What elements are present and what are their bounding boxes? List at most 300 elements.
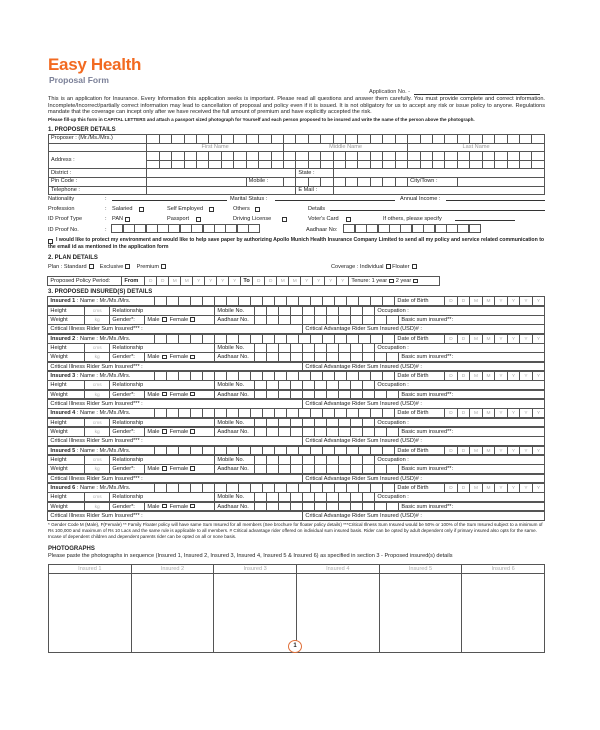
address-cell[interactable] [408,152,420,161]
basic-sum-field[interactable]: Basic sum insured**: [398,352,545,362]
address-cell[interactable] [383,160,395,169]
ca-rider-field[interactable]: Critical Advantage Rider Sum Insured (USD)# : [302,399,545,409]
female-label: Female [169,317,189,323]
from-date-cell[interactable]: D [156,276,169,286]
height-label: Height [47,380,85,390]
height-field[interactable]: cms [84,418,110,428]
telephone-field[interactable] [147,186,296,195]
ci-rider-field[interactable]: Critical Illness Rider Sum Insured*** : [47,362,303,372]
address-cell[interactable] [147,160,159,169]
plan-standard-checkbox[interactable] [89,264,94,269]
gender-label: Gender*: [109,464,145,474]
aadhaar-cell[interactable] [400,224,412,233]
mobile-cell[interactable] [358,177,370,186]
proposer-name-cell[interactable] [172,135,184,144]
address-cell[interactable] [532,152,545,161]
address-cell[interactable] [519,152,531,161]
relationship-field[interactable]: Relationship [109,492,215,502]
aadhaar-cell[interactable] [423,224,435,233]
dob-cell[interactable]: Y [532,296,545,306]
pan-checkbox[interactable] [125,217,130,222]
address-cell[interactable] [445,160,457,169]
mobile-cell[interactable] [283,177,295,186]
dob-cell[interactable]: Y [532,371,545,381]
address-cell[interactable] [346,160,358,169]
occupation-field[interactable]: Occupation : [374,343,545,353]
dob-cell[interactable]: D [444,408,457,418]
address-cell[interactable] [172,152,184,161]
dob-cell[interactable]: M [469,334,482,344]
address-cell[interactable] [445,152,457,161]
basic-sum-field[interactable]: Basic sum insured**: [398,464,545,474]
dob-cell[interactable]: Y [494,296,507,306]
basic-sum-field[interactable]: Basic sum insured**: [398,315,545,325]
dob-cell[interactable]: D [457,371,470,381]
from-date-cell[interactable]: M [180,276,193,286]
address-cell[interactable] [259,160,271,169]
dob-cell[interactable]: D [444,446,457,456]
basic-sum-field[interactable]: Basic sum insured**: [398,502,545,512]
address-cell[interactable] [408,160,420,169]
dob-cell[interactable]: Y [507,296,520,306]
address-cell[interactable] [259,152,271,161]
others-checkbox[interactable] [255,207,260,212]
proposer-name-cell[interactable] [519,135,531,144]
to-date-cell[interactable]: M [288,276,301,286]
photo-slot[interactable] [296,574,379,653]
aadhaar-cell[interactable] [435,224,447,233]
male-checkbox[interactable] [162,504,167,509]
photo-slot[interactable] [214,574,297,653]
dob-cell[interactable]: Y [519,371,532,381]
address-cell[interactable] [333,160,345,169]
basic-sum-field[interactable]: Basic sum insured**: [398,390,545,400]
id-proof-no-cell[interactable] [214,224,226,233]
aadhaar-cell[interactable] [446,224,458,233]
female-label: Female [169,503,189,510]
dob-cell[interactable]: Y [519,446,532,456]
female-checkbox[interactable] [190,429,195,434]
id-proof-no-cell[interactable] [203,224,215,233]
dob-cell[interactable]: M [469,371,482,381]
address-cell[interactable] [358,152,370,161]
dob-cell[interactable]: M [482,408,495,418]
male-checkbox[interactable] [162,317,167,322]
address-cell[interactable] [519,160,531,169]
to-date-cell[interactable]: D [264,276,277,286]
salaried-checkbox[interactable] [139,207,144,212]
id-proof-no-cell[interactable] [248,224,260,233]
address-cell[interactable] [246,152,258,161]
weight-field[interactable]: kg [84,427,110,437]
proposer-name-cell[interactable] [283,135,295,144]
address-cell[interactable] [308,160,320,169]
address-cell[interactable] [147,152,159,161]
photo-slot[interactable] [379,574,462,653]
address-cell[interactable] [271,152,283,161]
from-date-cell[interactable]: Y [204,276,217,286]
proposer-name-cell[interactable] [395,135,407,144]
id-proof-no-cell[interactable] [123,224,135,233]
address-cell[interactable] [370,152,382,161]
id-proof-no-cell[interactable] [168,224,180,233]
dob-cell[interactable]: Y [494,371,507,381]
from-date-cell[interactable]: Y [192,276,205,286]
voters-card-checkbox[interactable] [346,217,351,222]
state-field[interactable] [333,169,544,178]
female-label: Female [169,466,189,473]
self-employed-checkbox[interactable] [209,207,214,212]
dob-cell[interactable]: Y [494,446,507,456]
address-cell[interactable] [495,160,507,169]
dob-cell[interactable]: Y [532,408,545,418]
aadhaar-cell[interactable] [457,224,469,233]
proposer-name-cell[interactable] [433,135,445,144]
address-cell[interactable] [420,152,432,161]
address-cell[interactable] [308,152,320,161]
address-cell[interactable] [470,152,482,161]
proposer-name-cell[interactable] [234,135,246,144]
address-cell[interactable] [246,160,258,169]
ca-rider-field[interactable]: Critical Advantage Rider Sum Insured (USD)# : [302,511,545,521]
dob-cell[interactable]: Y [507,483,520,493]
male-checkbox[interactable] [162,392,167,397]
aadhaar-cell[interactable] [412,224,424,233]
weight-field[interactable]: kg [84,352,110,362]
to-date-cell[interactable]: Y [300,276,313,286]
mobile-cell[interactable] [370,177,382,186]
ci-rider-field[interactable]: Critical Illness Rider Sum Insured*** : [47,511,303,521]
occupation-field[interactable]: Occupation : [374,380,545,390]
address-cell[interactable] [159,152,171,161]
dob-cell[interactable]: M [482,483,495,493]
dob-cell[interactable]: Y [507,371,520,381]
occupation-field[interactable]: Occupation : [374,306,545,316]
proposer-name-cell[interactable] [420,135,432,144]
proposer-name-cell[interactable] [246,135,258,144]
female-checkbox[interactable] [190,466,195,471]
driving-license-checkbox[interactable] [282,217,287,222]
to-date-cell[interactable]: Y [336,276,349,286]
dob-cell[interactable]: M [469,483,482,493]
dob-cell[interactable]: Y [494,483,507,493]
weight-field[interactable]: kg [84,390,110,400]
to-date-cell[interactable]: Y [312,276,325,286]
address-cell[interactable] [383,152,395,161]
id-proof-no-cell[interactable] [157,224,169,233]
ci-rider-field[interactable]: Critical Illness Rider Sum Insured*** : [47,399,303,409]
weight-label: Weight [47,390,85,400]
specify-field[interactable] [455,215,515,221]
ci-rider-field[interactable]: Critical Illness Rider Sum Insured*** : [47,436,303,446]
dob-cell[interactable]: D [457,296,470,306]
id-proof-no-cell[interactable] [191,224,203,233]
mobile-cell[interactable] [395,177,407,186]
proposer-name-cell[interactable] [333,135,345,144]
photo-slot[interactable] [49,574,132,653]
id-proof-no-cell[interactable] [225,224,237,233]
address-cell[interactable] [296,152,308,161]
address-cell[interactable] [457,152,469,161]
weight-field[interactable]: kg [84,315,110,325]
aadhaar-cell[interactable] [366,224,378,233]
plan-exclusive-checkbox[interactable] [125,264,130,269]
proposer-name-cell[interactable] [259,135,271,144]
address-cell[interactable] [395,160,407,169]
ca-rider-field[interactable]: Critical Advantage Rider Sum Insured (USD)# : [302,474,545,484]
email-label: E Mail : [296,186,333,195]
height-field[interactable]: cms [84,306,110,316]
dob-cell[interactable]: D [457,446,470,456]
female-checkbox[interactable] [190,504,195,509]
mobile-cell[interactable] [308,177,320,186]
aadhaar-cell[interactable] [469,224,481,233]
aadhaar-label: Aadhaar No. [214,352,255,362]
dob-cell[interactable]: Y [494,334,507,344]
dob-cell[interactable]: D [444,371,457,381]
address-cell[interactable] [271,160,283,169]
ci-rider-field[interactable]: Critical Illness Rider Sum Insured*** : [47,324,303,334]
dob-cell[interactable]: D [444,334,457,344]
gender-label: Gender*: [109,315,145,325]
dob-cell[interactable]: M [482,296,495,306]
dob-cell[interactable]: Y [532,446,545,456]
address-cell[interactable] [433,152,445,161]
dob-cell[interactable]: M [469,446,482,456]
dob-cell[interactable]: M [482,371,495,381]
address-cell[interactable] [507,152,519,161]
address-cell[interactable] [482,152,494,161]
id-proof-no-cell[interactable] [146,224,158,233]
proposer-name-cell[interactable] [370,135,382,144]
address-cell[interactable] [196,160,208,169]
address-cell[interactable] [159,160,171,169]
proposer-name-cell[interactable] [507,135,519,144]
plan-exclusive-label: Exclusive [99,264,124,270]
dob-cell[interactable]: D [444,483,457,493]
proposer-name-cell[interactable] [358,135,370,144]
address-cell[interactable] [172,160,184,169]
from-date-cell[interactable]: Y [216,276,229,286]
male-label: Male [147,317,160,323]
proposer-name-cell[interactable] [209,135,221,144]
colon: : [105,227,107,233]
dob-cell[interactable]: D [444,296,457,306]
mobile-cell[interactable] [333,177,345,186]
mobile-cell[interactable] [296,177,308,186]
proposer-name-cell[interactable] [383,135,395,144]
address-cell[interactable] [184,152,196,161]
table-row [49,135,545,144]
passport-checkbox[interactable] [196,217,201,222]
female-checkbox[interactable] [190,355,195,360]
proposer-name-cell[interactable] [321,135,333,144]
dob-cell[interactable]: Y [532,334,545,344]
dob-cell[interactable]: M [469,408,482,418]
relationship-field[interactable]: Relationship [109,418,215,428]
occupation-field[interactable]: Occupation : [374,418,545,428]
dob-cell[interactable]: M [469,296,482,306]
dob-cell[interactable]: M [482,334,495,344]
address-cell[interactable] [196,152,208,161]
proposer-name-cell[interactable] [196,135,208,144]
insured-title: Insured 3 [50,373,76,379]
dob-cell[interactable]: Y [519,334,532,344]
proposer-name-cell[interactable] [470,135,482,144]
from-date-cell[interactable]: D [144,276,157,286]
height-field[interactable]: cms [84,380,110,390]
photo-slot[interactable] [131,574,214,653]
annual-income-field[interactable] [446,195,545,201]
dob-cell[interactable]: Y [519,296,532,306]
mobile-label: Mobile No. [214,343,255,353]
address-cell[interactable] [532,160,545,169]
brand-title: Easy Health [48,55,142,74]
tenure-2-checkbox[interactable] [413,279,418,284]
proposer-name-cell[interactable] [408,135,420,144]
relationship-field[interactable]: Relationship [109,380,215,390]
dob-cell[interactable]: Y [507,408,520,418]
details-field[interactable] [330,205,545,211]
to-date-cell[interactable]: Y [324,276,337,286]
male-checkbox[interactable] [162,466,167,471]
address-cell[interactable] [495,152,507,161]
dob-cell[interactable]: Y [532,483,545,493]
dob-cell[interactable]: M [482,446,495,456]
address-cell[interactable] [333,152,345,161]
id-proof-no-cell[interactable] [111,224,123,233]
address-cell[interactable] [395,152,407,161]
address-cell[interactable] [321,152,333,161]
aadhaar-cell[interactable] [389,224,401,233]
from-date-cell[interactable]: Y [228,276,241,286]
weight-field[interactable]: kg [84,502,110,512]
proposer-name-cell[interactable] [308,135,320,144]
relationship-field[interactable]: Relationship [109,343,215,353]
marital-status-field[interactable] [275,195,395,201]
address-cell[interactable] [470,160,482,169]
address-cell[interactable] [296,160,308,169]
ca-rider-field[interactable]: Critical Advantage Rider Sum Insured (USD)# : [302,362,545,372]
address-cell[interactable] [321,160,333,169]
address-cell[interactable] [283,152,295,161]
photo-slot[interactable] [462,574,545,653]
proposer-name-cell[interactable] [346,135,358,144]
colon: : [105,206,107,212]
proposer-name-cell[interactable] [482,135,494,144]
basic-sum-field[interactable]: Basic sum insured**: [398,427,545,437]
city-field[interactable] [457,177,544,186]
ca-rider-field[interactable]: Critical Advantage Rider Sum Insured (USD)# : [302,324,545,334]
aadhaar-cell[interactable] [355,224,367,233]
address-cell[interactable] [221,160,233,169]
dob-cell[interactable]: Y [519,483,532,493]
dob-cell[interactable]: Y [519,408,532,418]
dob-cell[interactable]: D [457,483,470,493]
aadhaar-cell[interactable] [378,224,390,233]
proposer-name-cell[interactable] [184,135,196,144]
proposer-name-cell[interactable] [457,135,469,144]
relationship-field[interactable]: Relationship [109,306,215,316]
ci-rider-field[interactable]: Critical Illness Rider Sum Insured*** : [47,474,303,484]
address-cell[interactable] [346,152,358,161]
mobile-cell[interactable] [346,177,358,186]
aadhaar-cell[interactable] [343,224,355,233]
id-proof-no-cell[interactable] [180,224,192,233]
pin-field[interactable] [147,177,246,186]
mobile-cell[interactable] [321,177,333,186]
to-date-cell[interactable]: D [252,276,265,286]
dob-cell[interactable]: Y [494,408,507,418]
tenure-1-checkbox[interactable] [389,279,394,284]
height-field[interactable]: cms [84,455,110,465]
female-checkbox[interactable] [190,317,195,322]
address-cell[interactable] [420,160,432,169]
application-no-field[interactable] [414,89,540,95]
address-cell[interactable] [283,160,295,169]
female-checkbox[interactable] [190,392,195,397]
email-field[interactable] [333,186,544,195]
occupation-field[interactable]: Occupation : [374,492,545,502]
ca-rider-field[interactable]: Critical Advantage Rider Sum Insured (USD)# : [302,436,545,446]
address-cell[interactable] [358,160,370,169]
proposer-name-cell[interactable] [495,135,507,144]
mobile-cell[interactable] [383,177,395,186]
to-date-cell[interactable]: M [276,276,289,286]
proposer-name-cell[interactable] [532,135,545,144]
proposer-name-cell[interactable] [159,135,171,144]
proposer-name-cell[interactable] [445,135,457,144]
proposer-name-cell[interactable] [271,135,283,144]
address-cell[interactable] [457,160,469,169]
mobile-label: Mobile No. [214,380,255,390]
proposer-name-cell[interactable] [147,135,159,144]
dob-cell[interactable]: Y [507,334,520,344]
male-checkbox[interactable] [162,429,167,434]
coverage-floater-checkbox[interactable] [412,264,417,269]
plan-premium-checkbox[interactable] [161,264,166,269]
proposer-name-cell[interactable] [221,135,233,144]
height-field[interactable]: cms [84,492,110,502]
dob-cell[interactable]: D [457,408,470,418]
address-cell[interactable] [433,160,445,169]
dob-cell[interactable]: D [457,334,470,344]
district-field[interactable] [147,169,296,178]
address-cell[interactable] [370,160,382,169]
address-cell[interactable] [221,152,233,161]
male-checkbox[interactable] [162,355,167,360]
nationality-field[interactable] [112,195,227,201]
dob-cell[interactable]: Y [507,446,520,456]
occupation-field[interactable]: Occupation : [374,455,545,465]
id-proof-no-cell[interactable] [237,224,249,233]
relationship-field[interactable]: Relationship [109,455,215,465]
weight-label: Weight [47,315,85,325]
address-cell[interactable] [482,160,494,169]
address-cell[interactable] [184,160,196,169]
coverage-individual-checkbox[interactable] [386,264,391,269]
address-cell[interactable] [507,160,519,169]
address-cell[interactable] [209,160,221,169]
id-proof-no-cell[interactable] [134,224,146,233]
from-date-cell[interactable]: M [168,276,181,286]
address-cell[interactable] [234,160,246,169]
proposer-name-cell[interactable] [296,135,308,144]
height-field[interactable]: cms [84,343,110,353]
weight-field[interactable]: kg [84,464,110,474]
address-cell[interactable] [209,152,221,161]
address-cell[interactable] [234,152,246,161]
